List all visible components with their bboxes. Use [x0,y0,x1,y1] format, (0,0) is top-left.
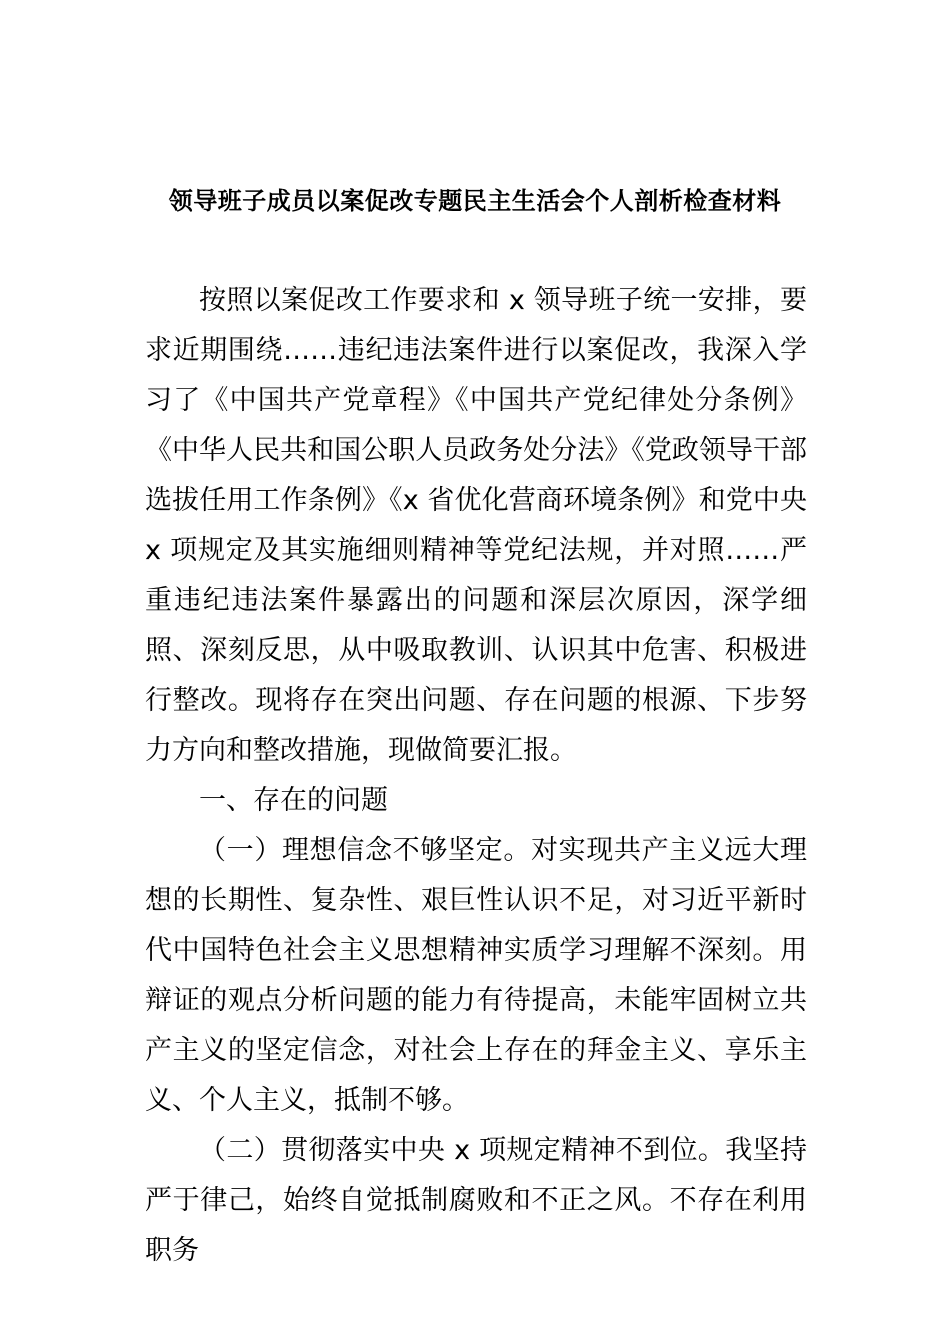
document-body [145,276,807,1276]
paragraph-problem-1: （一）理想信念不够坚定。对实现共产主义远大理想的长期性、复杂性、艰巨性认识不足，对习近平新时代中国特色社会主义思想精神实质学习理解不深刻。用辩证的观点分析问题的能力有待提高，未能牢固树立共产主义的坚定信念，对社会上存在的拜金主义、享乐主义、个人主义，抵制不够。 [145,835,807,1116]
paragraph-intro: 按照以案促改工作要求和 x 领导班子统一安排，要求近期围绕……违纪违法案件进行以案促改，我深入学习了《中国共产党章程》《中国共产党纪律处分条例》《中华人民共和国公职人员政务处分法》《党政领导干部选拔任用工作条例》《x 省优化营商环境条例》和党中央 x 项规定及其实施细则精神等党纪法规，并对照……严重违纪违法案件暴露出的问题和深层次原因，深学细照、深刻反思，从中吸取教训、认识其中危害、积极进行整改。现将存在突出问题、存在问题的根源、下步努力方向和整改措施，现做简要汇报。 [145,285,807,766]
paragraph-problem-2: （二）贯彻落实中央 x 项规定精神不到位。我坚持严于律己，始终自觉抵制腐败和不正之风。不存在利用职务 [145,1135,807,1266]
section-heading-problems: 一、存在的问题 [199,785,388,816]
document-title: 领导班子成员以案促改专题民主生活会个人剖析检查材料 [168,187,782,215]
